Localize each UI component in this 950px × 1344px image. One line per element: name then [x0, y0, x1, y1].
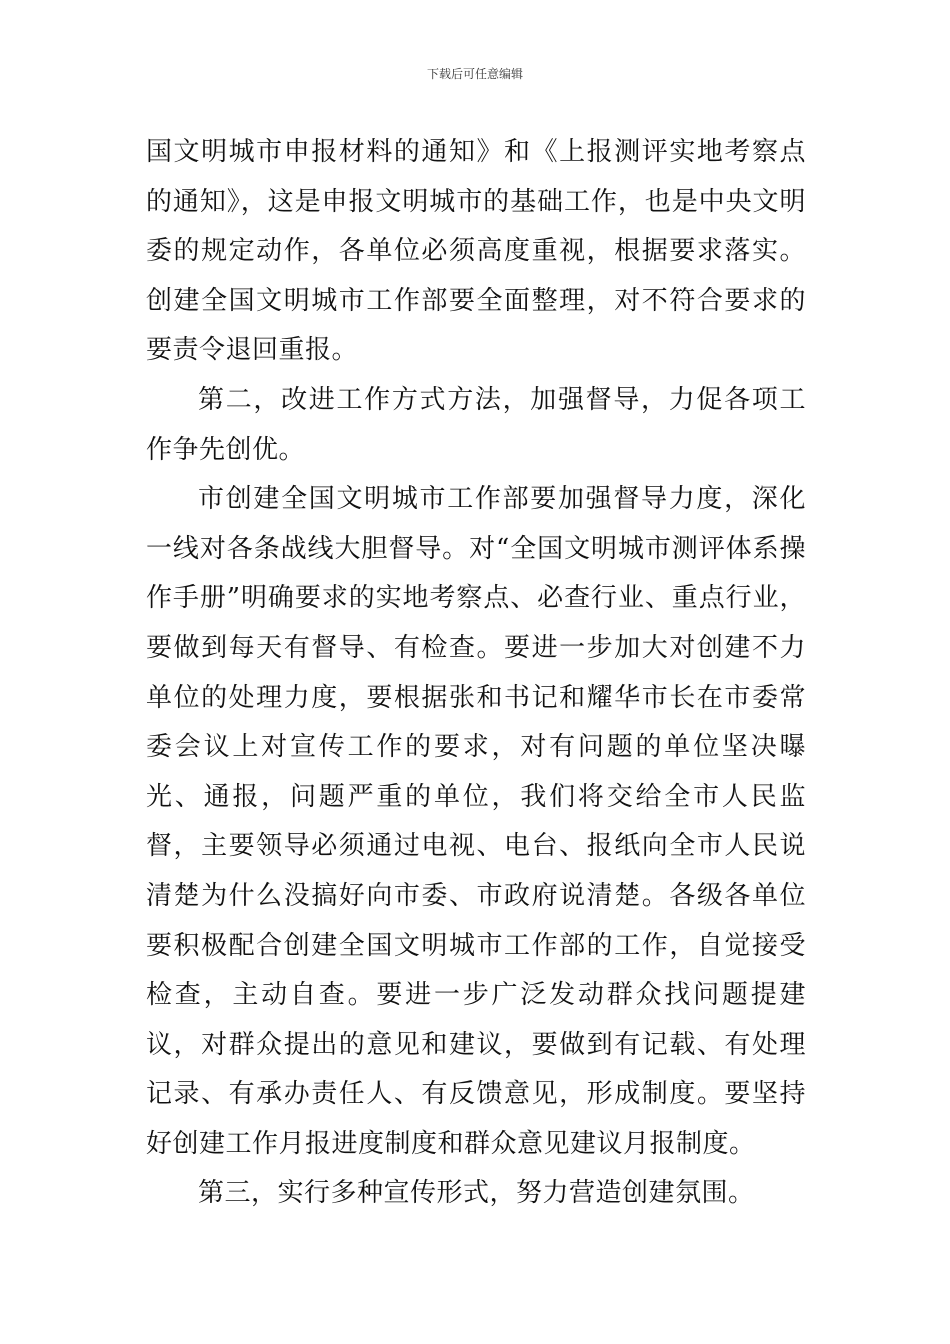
paragraph-4: 第三，实行多种宣传形式，努力营造创建氛围。: [198, 1178, 755, 1209]
paragraph-2: 第二，改进工作方式方法，加强督导，力促各项工作争先创优。: [146, 384, 806, 465]
document-body: [146, 128, 806, 1219]
paragraph-3: 市创建全国文明城市工作部要加强督导力度，深化一线对各条战线大胆督导。对“全国文明城市测评体系操作手册”明确要求的实地考察点、必查行业、重点行业，要做到每天有督导、有检查。要进一步加大对创建不力单位的处理力度，要根据张和书记和耀华市长在市委常委会议上对宣传工作的要求，对有问题的单位坚决曝光、通报，问题严重的单位，我们将交给全市人民监督，主要领导必须通过电视、电台、报纸向全市人民说清楚为什么没搞好向市委、市政府说清楚。各级各单位要积极配合创建全国文明城市工作部的工作，自觉接受检查，主动自查。要进一步广泛发动群众找问题提建议，对群众提出的意见和建议，要做到有记载、有处理记录、有承办责任人、有反馈意见，形成制度。要坚持好创建工作月报进度制度和群众意见建议月报制度。: [146, 484, 806, 1159]
paragraph-1: 国文明城市申报材料的通知》和《上报测评实地考察点的通知》，这是申报文明城市的基础工作，也是中央文明委的规定动作，各单位必须高度重视，根据要求落实。创建全国文明城市工作部要全面整理，对不符合要求的要责令退回重报。: [146, 137, 806, 366]
page-header: 下载后可任意编辑: [426, 67, 523, 81]
